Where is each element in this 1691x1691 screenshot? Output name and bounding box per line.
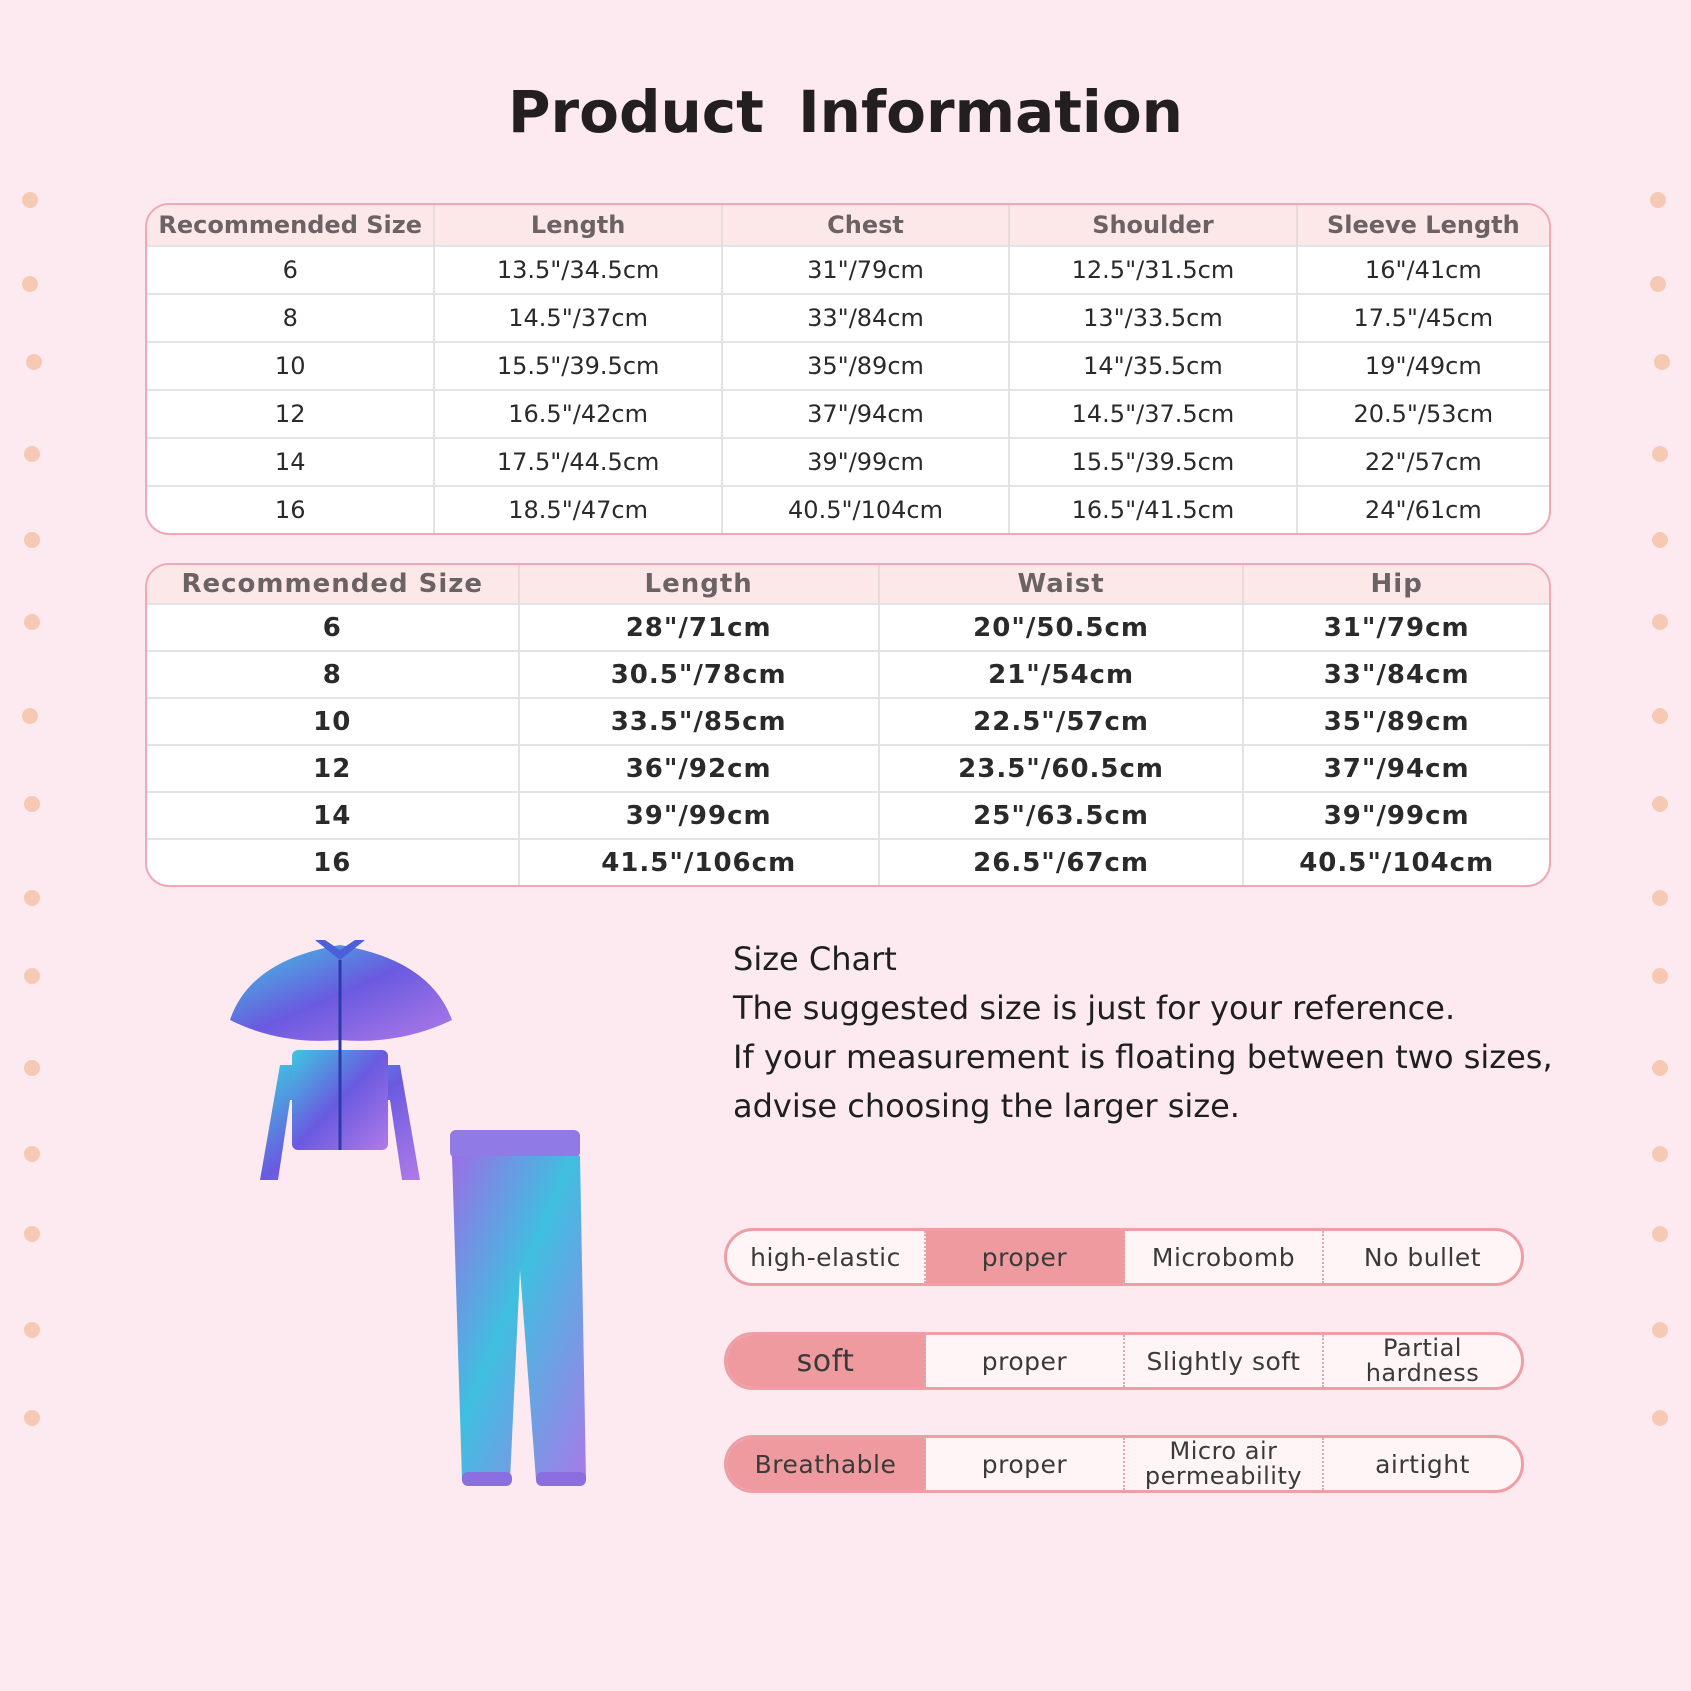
table-cell: 8 [147, 294, 434, 342]
column-header: Recommended Size [147, 565, 519, 604]
scale-segment: proper [926, 1335, 1125, 1387]
table-cell: 35"/89cm [1243, 698, 1549, 745]
scale-segment: Partial hardness [1365, 1334, 1480, 1387]
table-cell: 6 [147, 604, 519, 651]
scale-segment: airtight [1375, 1449, 1470, 1479]
table-cell: 39"/99cm [1243, 792, 1549, 839]
table-cell: 16.5"/42cm [434, 390, 721, 438]
column-header: Waist [879, 565, 1244, 604]
table-cell: 10 [147, 342, 434, 390]
table-cell: 21"/54cm [879, 651, 1244, 698]
table-header-row [147, 205, 1549, 246]
column-header: Length [434, 205, 721, 246]
table-cell: 17.5"/44.5cm [434, 438, 721, 486]
table-cell: 12 [147, 745, 519, 792]
table-cell: 13"/33.5cm [1009, 294, 1296, 342]
table-cell: 30.5"/78cm [519, 651, 879, 698]
bottom-size-table [145, 563, 1551, 887]
table-cell: 22.5"/57cm [879, 698, 1244, 745]
table-cell: 31"/79cm [722, 246, 1009, 294]
table-row [147, 342, 1549, 390]
table-row [147, 792, 1549, 839]
table-cell: 19"/49cm [1297, 342, 1549, 390]
table-row [147, 651, 1549, 698]
table-cell: 39"/99cm [722, 438, 1009, 486]
table-cell: 39"/99cm [519, 792, 879, 839]
column-header: Length [519, 565, 879, 604]
scale-segment: No bullet [1363, 1242, 1482, 1272]
table-cell: 15.5"/39.5cm [1009, 438, 1296, 486]
table-cell: 41.5"/106cm [519, 839, 879, 885]
table-cell: 15.5"/39.5cm [434, 342, 721, 390]
size-chart-line: If your measurement is floating between two sizes, [733, 1038, 1553, 1076]
table-cell: 20"/50.5cm [879, 604, 1244, 651]
table-row [147, 246, 1549, 294]
table-row [147, 839, 1549, 885]
pants-shape [450, 1130, 586, 1486]
scale-segment: high-elastic [727, 1231, 926, 1283]
table-cell: 40.5"/104cm [1243, 839, 1549, 885]
table-cell: 17.5"/45cm [1297, 294, 1549, 342]
size-chart-note [733, 935, 1563, 1131]
table-cell: 16.5"/41.5cm [1009, 486, 1296, 533]
table-cell: 28"/71cm [519, 604, 879, 651]
table-cell: 37"/94cm [722, 390, 1009, 438]
scale-segment: soft [727, 1335, 926, 1387]
scale-segment: Micro air permeability [1125, 1438, 1324, 1490]
table-cell: 33"/84cm [722, 294, 1009, 342]
garment-image [230, 940, 630, 1500]
table-cell: 20.5"/53cm [1297, 390, 1549, 438]
table-cell: 14.5"/37.5cm [1009, 390, 1296, 438]
column-header: Hip [1243, 565, 1549, 604]
scale-segment: Breathable [727, 1438, 926, 1490]
table-cell: 31"/79cm [1243, 604, 1549, 651]
table-cell: 16 [147, 486, 434, 533]
softness-scale [724, 1332, 1524, 1390]
table-row [147, 604, 1549, 651]
column-header: Shoulder [1009, 205, 1296, 246]
elasticity-scale [724, 1228, 1524, 1286]
scale-segment: Slightly soft [1125, 1335, 1324, 1387]
table-cell: 25"/63.5cm [879, 792, 1244, 839]
table-cell: 16"/41cm [1297, 246, 1549, 294]
size-chart-line: advise choosing the larger size. [733, 1087, 1240, 1125]
jacket-shape [230, 940, 452, 1180]
table-row [147, 486, 1549, 533]
table-cell: 12 [147, 390, 434, 438]
table-cell: 10 [147, 698, 519, 745]
scale-segment: proper [926, 1231, 1125, 1283]
table-cell: 8 [147, 651, 519, 698]
size-chart-heading: Size Chart [733, 940, 897, 978]
table-cell: 14.5"/37cm [434, 294, 721, 342]
table-cell: 33"/84cm [1243, 651, 1549, 698]
table-header-row [147, 565, 1549, 604]
size-chart-line: The suggested size is just for your reference. [733, 989, 1456, 1027]
table-row [147, 745, 1549, 792]
table-cell: 18.5"/47cm [434, 486, 721, 533]
top-size-table [145, 203, 1551, 535]
table-cell: 14 [147, 792, 519, 839]
scale-segment: proper [926, 1438, 1125, 1490]
table-row [147, 438, 1549, 486]
column-header: Chest [722, 205, 1009, 246]
table-cell: 36"/92cm [519, 745, 879, 792]
table-cell: 26.5"/67cm [879, 839, 1244, 885]
table-cell: 14 [147, 438, 434, 486]
table-cell: 13.5"/34.5cm [434, 246, 721, 294]
column-header: Recommended Size [147, 205, 434, 246]
table-cell: 37"/94cm [1243, 745, 1549, 792]
table-row [147, 390, 1549, 438]
table-cell: 23.5"/60.5cm [879, 745, 1244, 792]
table-row [147, 294, 1549, 342]
table-cell: 33.5"/85cm [519, 698, 879, 745]
table-cell: 22"/57cm [1297, 438, 1549, 486]
column-header: Sleeve Length [1297, 205, 1549, 246]
scale-segment: Microbomb [1125, 1231, 1324, 1283]
table-cell: 35"/89cm [722, 342, 1009, 390]
table-cell: 14"/35.5cm [1009, 342, 1296, 390]
table-cell: 24"/61cm [1297, 486, 1549, 533]
page-title: Product Information [508, 78, 1183, 146]
breathability-scale [724, 1435, 1524, 1493]
table-cell: 40.5"/104cm [722, 486, 1009, 533]
table-row [147, 698, 1549, 745]
table-cell: 6 [147, 246, 434, 294]
table-cell: 12.5"/31.5cm [1009, 246, 1296, 294]
table-cell: 16 [147, 839, 519, 885]
